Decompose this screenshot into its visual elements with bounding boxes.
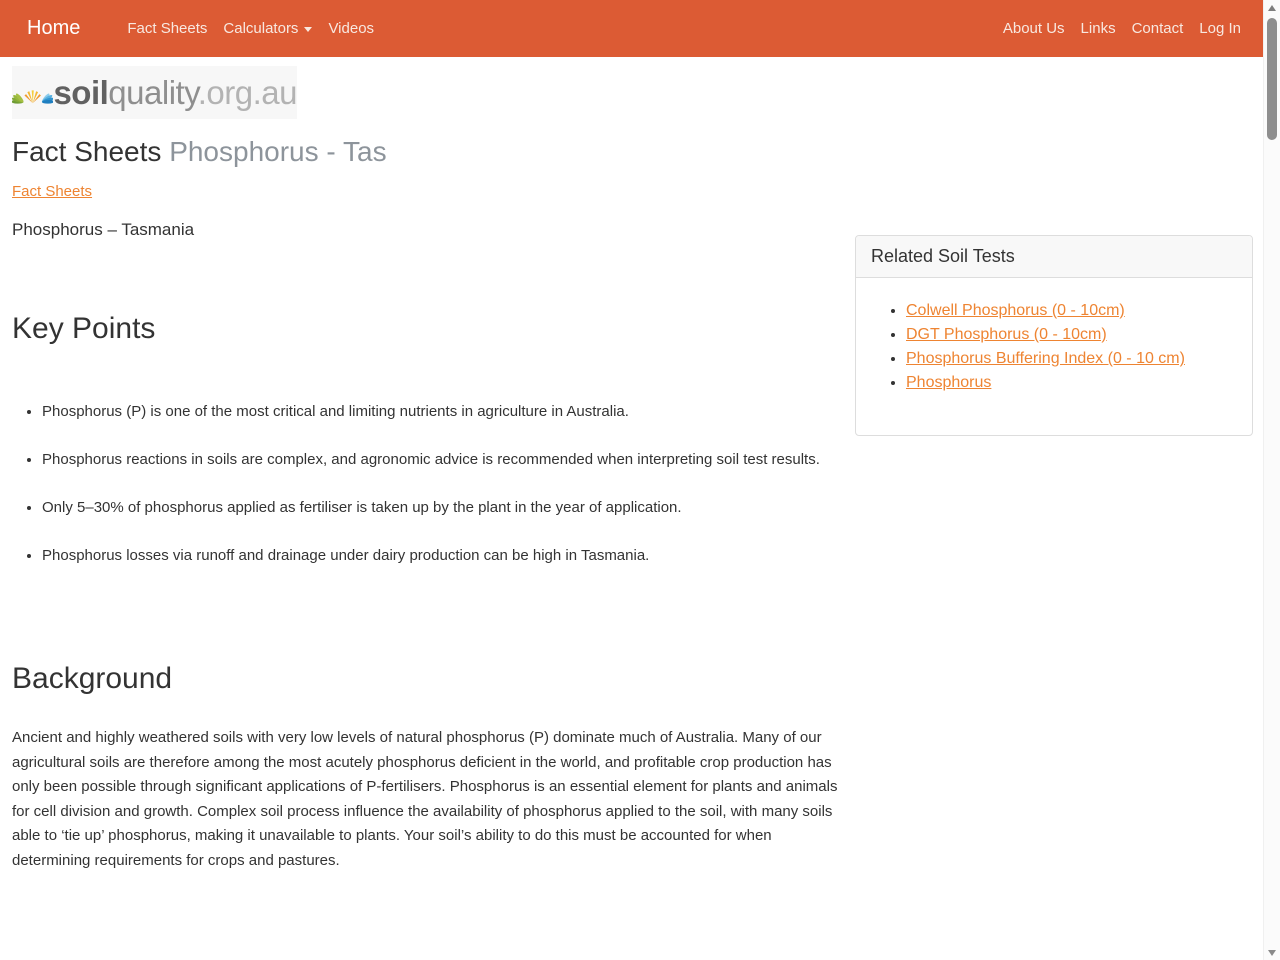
main-column: [12, 220, 843, 873]
nav-fact-sheets[interactable]: Fact Sheets: [127, 20, 208, 37]
nav-calculators[interactable]: [215, 0, 320, 57]
related-soil-tests-body: [856, 278, 1252, 435]
related-test-item: [906, 371, 1237, 395]
background-heading: Background: [12, 662, 173, 695]
related-test-link-pbi[interactable]: Phosphorus Buffering Index (0 - 10 cm): [906, 350, 1185, 367]
nav-left-group: [119, 0, 382, 57]
related-soil-tests-list: [871, 299, 1237, 395]
page-title-main: Fact Sheets: [12, 136, 162, 167]
related-test-link-dgt[interactable]: DGT Phosphorus (0 - 10cm): [906, 326, 1107, 343]
nav-about-us[interactable]: About Us: [1002, 20, 1065, 37]
background-paragraph: Ancient and highly weathered soils with very low levels of natural phosphorus (P) dominate much of Australia. Many of our agricultural soils are therefore among the most acutely phosphorus deficient in the world, and profitable crop production has only been possible through significant applications of P-fertilisers. Phosphorus is an essential element for plants and animals for cell division and growth. Complex soil process influence the availability of phosphorus applied to the soil, with many soils able to ‘tie up’ phosphorus, making it unavailable to plants. Your soil’s ability to do this must be accounted for when determining requirements for crops and pastures.: [12, 729, 838, 869]
breadcrumb: [12, 183, 1253, 201]
key-point-item: • Phosphorus losses via runoff and drainage under dairy production can be high in Tasmania.: [42, 544, 843, 568]
intro-text: Phosphorus – Tasmania: [12, 220, 195, 239]
scroll-up-icon[interactable]: [1268, 5, 1276, 11]
scroll-down-icon[interactable]: [1268, 950, 1276, 956]
related-test-item: [906, 323, 1237, 347]
content-row: [12, 220, 1253, 873]
soilquality-logo[interactable]: [12, 66, 297, 119]
caret-down-icon: [304, 27, 312, 32]
logo-suffix: .org.au: [197, 74, 297, 111]
related-test-link-phosphorus[interactable]: Phosphorus: [906, 374, 992, 391]
nav-home-brand[interactable]: Home: [27, 17, 81, 39]
page-title: [12, 136, 1253, 168]
nav-links[interactable]: Links: [1080, 20, 1116, 37]
top-navbar: [0, 0, 1263, 57]
related-soil-tests-heading: Related Soil Tests: [856, 236, 1252, 278]
related-test-item: [906, 299, 1237, 323]
nav-contact[interactable]: Contact: [1131, 20, 1184, 37]
logo-soil: soil: [53, 74, 109, 111]
key-points-heading: Key Points: [12, 312, 156, 345]
key-point-item: • Only 5–30% of phosphorus applied as fertiliser is taken up by the plant in the year of application.: [42, 496, 843, 520]
related-test-link-colwell[interactable]: Colwell Phosphorus (0 - 10cm): [906, 302, 1125, 319]
scrollbar-thumb[interactable]: [1267, 18, 1277, 140]
nav-videos[interactable]: Videos: [328, 20, 375, 37]
breadcrumb-fact-sheets-link[interactable]: Fact Sheets: [12, 183, 93, 200]
page-subtitle: Phosphorus - Tas: [169, 136, 387, 167]
nav-log-in[interactable]: Log In: [1199, 20, 1241, 37]
page-content: [0, 57, 1263, 873]
key-point-item: • Phosphorus (P) is one of the most critical and limiting nutrients in agriculture in Australia.: [42, 400, 843, 424]
soilquality-logo-text: [53, 66, 297, 119]
scrollbar[interactable]: [1263, 0, 1280, 960]
aside-column: [855, 220, 1253, 873]
nav-calculators-label: Calculators: [223, 20, 299, 37]
soilquality-logo-icon: [12, 68, 53, 118]
logo-quality: quality: [108, 74, 198, 111]
related-soil-tests-panel: [855, 235, 1253, 436]
related-test-item: [906, 347, 1237, 371]
nav-right-group: [995, 0, 1249, 57]
key-points-list: [12, 400, 843, 568]
key-point-item: • Phosphorus reactions in soils are complex, and agronomic advice is recommended when interpreting soil test results.: [42, 448, 820, 472]
